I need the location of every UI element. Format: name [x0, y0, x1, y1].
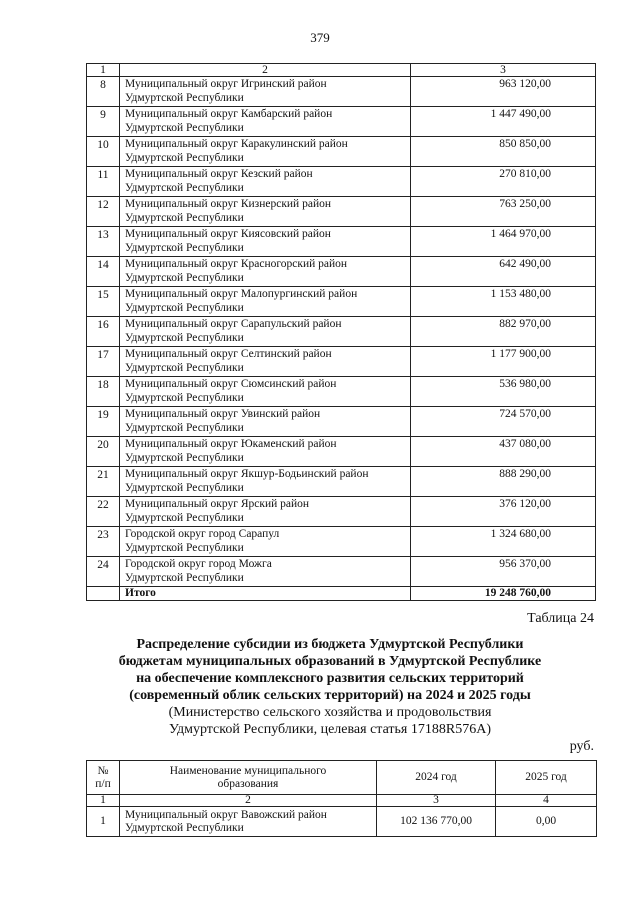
table-column-index-row: [87, 795, 597, 807]
header-text: п/п: [95, 777, 111, 790]
row-number: 13: [87, 227, 120, 257]
row-number: 10: [87, 137, 120, 167]
row-number: 24: [87, 557, 120, 587]
table-row: [87, 807, 597, 837]
row-name: [120, 377, 411, 407]
column-index: 2: [120, 64, 411, 77]
header-text: Наименование муниципального: [169, 764, 327, 777]
table-column-index-row: [87, 64, 596, 77]
row-name-line: Муниципальный округ Юкаменский район: [125, 438, 337, 450]
column-index: 3: [411, 64, 596, 77]
heading-line: Удмуртской Республики, целевая статья 17188R576A): [169, 722, 491, 737]
row-name-line: Муниципальный округ Каракулинский район: [125, 138, 348, 150]
table-row: [87, 77, 596, 107]
row-name: [120, 287, 411, 317]
row-name-line: Удмуртской Республики: [125, 272, 244, 285]
row-number: 21: [87, 467, 120, 497]
row-name: [120, 437, 411, 467]
row-name: [120, 807, 377, 837]
row-name-line: Удмуртской Республики: [125, 302, 244, 315]
row-value: 1 447 490,00: [411, 107, 596, 137]
row-name: [120, 107, 411, 137]
table-row: [87, 137, 596, 167]
row-name-line: Муниципальный округ Киясовский район: [125, 228, 331, 240]
heading-line: на обеспечение комплексного развития сельских территорий: [136, 671, 524, 686]
table-row: [87, 287, 596, 317]
row-name-line: Удмуртской Республики: [125, 152, 244, 165]
row-name-line: Удмуртской Республики: [125, 572, 244, 585]
row-name: [120, 227, 411, 257]
table-row: [87, 317, 596, 347]
row-name-line: Удмуртской Республики: [125, 821, 244, 834]
subsidy-table-24: [86, 760, 597, 837]
row-name: [120, 167, 411, 197]
row-name-line: Удмуртской Республики: [125, 482, 244, 495]
row-name: [120, 197, 411, 227]
heading-line: Распределение субсидии из бюджета Удмуртской Республики: [136, 637, 524, 652]
row-number: 23: [87, 527, 120, 557]
row-name: [120, 407, 411, 437]
row-number: 18: [87, 377, 120, 407]
row-name: [120, 497, 411, 527]
row-value: 1 464 970,00: [411, 227, 596, 257]
table-row: [87, 167, 596, 197]
table-row: [87, 527, 596, 557]
row-name-line: Муниципальный округ Сарапульский район: [125, 318, 342, 330]
table-row: [87, 557, 596, 587]
table-row: [87, 467, 596, 497]
row-name-line: Муниципальный округ Вавожский район: [125, 808, 327, 821]
row-name: [120, 77, 411, 107]
row-value: 1 324 680,00: [411, 527, 596, 557]
row-name: [120, 527, 411, 557]
row-name: [120, 137, 411, 167]
row-name-line: Городской округ город Можга: [125, 558, 272, 570]
table-label: Таблица 24: [527, 611, 594, 626]
row-number: 11: [87, 167, 120, 197]
row-number: 20: [87, 437, 120, 467]
row-value: 850 850,00: [411, 137, 596, 167]
table-row: [87, 227, 596, 257]
row-name-line: Удмуртской Республики: [125, 182, 244, 195]
row-name-line: Городской округ город Сарапул: [125, 528, 280, 540]
table-heading: [60, 636, 600, 738]
table-row: [87, 197, 596, 227]
row-name-line: Удмуртской Республики: [125, 392, 244, 405]
currency-unit: руб.: [569, 739, 594, 754]
row-name-line: Муниципальный округ Красногорский район: [125, 258, 348, 270]
heading-line: бюджетам муниципальных образований в Удмуртской Республике: [118, 654, 542, 669]
row-name-line: Удмуртской Республики: [125, 332, 244, 345]
row-value: 642 490,00: [411, 257, 596, 287]
row-value: 1 177 900,00: [411, 347, 596, 377]
column-index: 3: [377, 795, 496, 807]
row-name-line: Муниципальный округ Селтинский район: [125, 348, 332, 360]
row-name-line: Удмуртской Республики: [125, 242, 244, 255]
header-name: [120, 761, 377, 795]
row-name-line: Удмуртской Республики: [125, 92, 244, 105]
row-name-line: Муниципальный округ Кезский район: [125, 168, 313, 180]
row-name-line: Муниципальный округ Ярский район: [125, 498, 310, 510]
row-value: 1 153 480,00: [411, 287, 596, 317]
row-value: 956 370,00: [411, 557, 596, 587]
heading-line: (современный облик сельских территорий) на 2024 и 2025 годы: [129, 688, 531, 703]
row-name-line: Удмуртской Республики: [125, 422, 244, 435]
table-row: [87, 497, 596, 527]
row-number: 12: [87, 197, 120, 227]
row-name-line: Муниципальный округ Игринский район: [125, 78, 327, 90]
table-row: [87, 107, 596, 137]
row-name: [120, 347, 411, 377]
total-number-cell: [87, 587, 120, 601]
row-value: 437 080,00: [411, 437, 596, 467]
row-value: 270 810,00: [411, 167, 596, 197]
table-header-row: [87, 761, 597, 795]
row-value: 963 120,00: [411, 77, 596, 107]
row-value: 882 970,00: [411, 317, 596, 347]
row-value-2025: 0,00: [496, 807, 597, 837]
column-index: 1: [87, 64, 120, 77]
column-index: 2: [120, 795, 377, 807]
row-name-line: Удмуртской Республики: [125, 122, 244, 135]
row-value: 724 570,00: [411, 407, 596, 437]
row-value-2024: 102 136 770,00: [377, 807, 496, 837]
row-name-line: Удмуртской Республики: [125, 542, 244, 555]
row-number: 19: [87, 407, 120, 437]
row-name: [120, 317, 411, 347]
row-name-line: Муниципальный округ Кизнерский район: [125, 198, 332, 210]
row-number: 1: [87, 807, 120, 837]
table-row: [87, 407, 596, 437]
row-name: [120, 557, 411, 587]
row-number: 8: [87, 77, 120, 107]
header-number: [87, 761, 120, 795]
table-row: [87, 347, 596, 377]
row-number: 14: [87, 257, 120, 287]
row-value: 376 120,00: [411, 497, 596, 527]
header-year-2025: 2025 год: [496, 761, 597, 795]
row-name-line: Муниципальный округ Сюмсинский район: [125, 378, 337, 390]
row-name-line: Удмуртской Республики: [125, 512, 244, 525]
row-name: [120, 467, 411, 497]
row-name-line: Удмуртской Республики: [125, 212, 244, 225]
row-name-line: Муниципальный округ Увинский район: [125, 408, 321, 420]
header-text: образования: [217, 777, 279, 790]
row-number: 15: [87, 287, 120, 317]
row-name-line: Муниципальный округ Якшур-Бодьинский район: [125, 468, 369, 480]
row-number: 9: [87, 107, 120, 137]
row-number: 17: [87, 347, 120, 377]
row-name-line: Удмуртской Республики: [125, 362, 244, 375]
row-name-line: Муниципальный округ Малопургинский район: [125, 288, 358, 300]
total-row: [87, 587, 596, 601]
row-number: 16: [87, 317, 120, 347]
total-label: Итого: [120, 587, 411, 601]
row-value: 763 250,00: [411, 197, 596, 227]
row-name: [120, 257, 411, 287]
header-text: №: [97, 764, 109, 777]
subsidy-table-continued: [86, 63, 596, 601]
row-name-line: Муниципальный округ Камбарский район: [125, 108, 333, 120]
column-index: 1: [87, 795, 120, 807]
page-number: 379: [310, 30, 330, 45]
row-name-line: Удмуртской Республики: [125, 452, 244, 465]
total-value: 19 248 760,00: [411, 587, 596, 601]
row-value: 888 290,00: [411, 467, 596, 497]
row-value: 536 980,00: [411, 377, 596, 407]
column-index: 4: [496, 795, 597, 807]
table-row: [87, 257, 596, 287]
header-year-2024: 2024 год: [377, 761, 496, 795]
row-number: 22: [87, 497, 120, 527]
table-row: [87, 377, 596, 407]
table-row: [87, 437, 596, 467]
heading-line: (Министерство сельского хозяйства и продовольствия: [168, 705, 492, 720]
